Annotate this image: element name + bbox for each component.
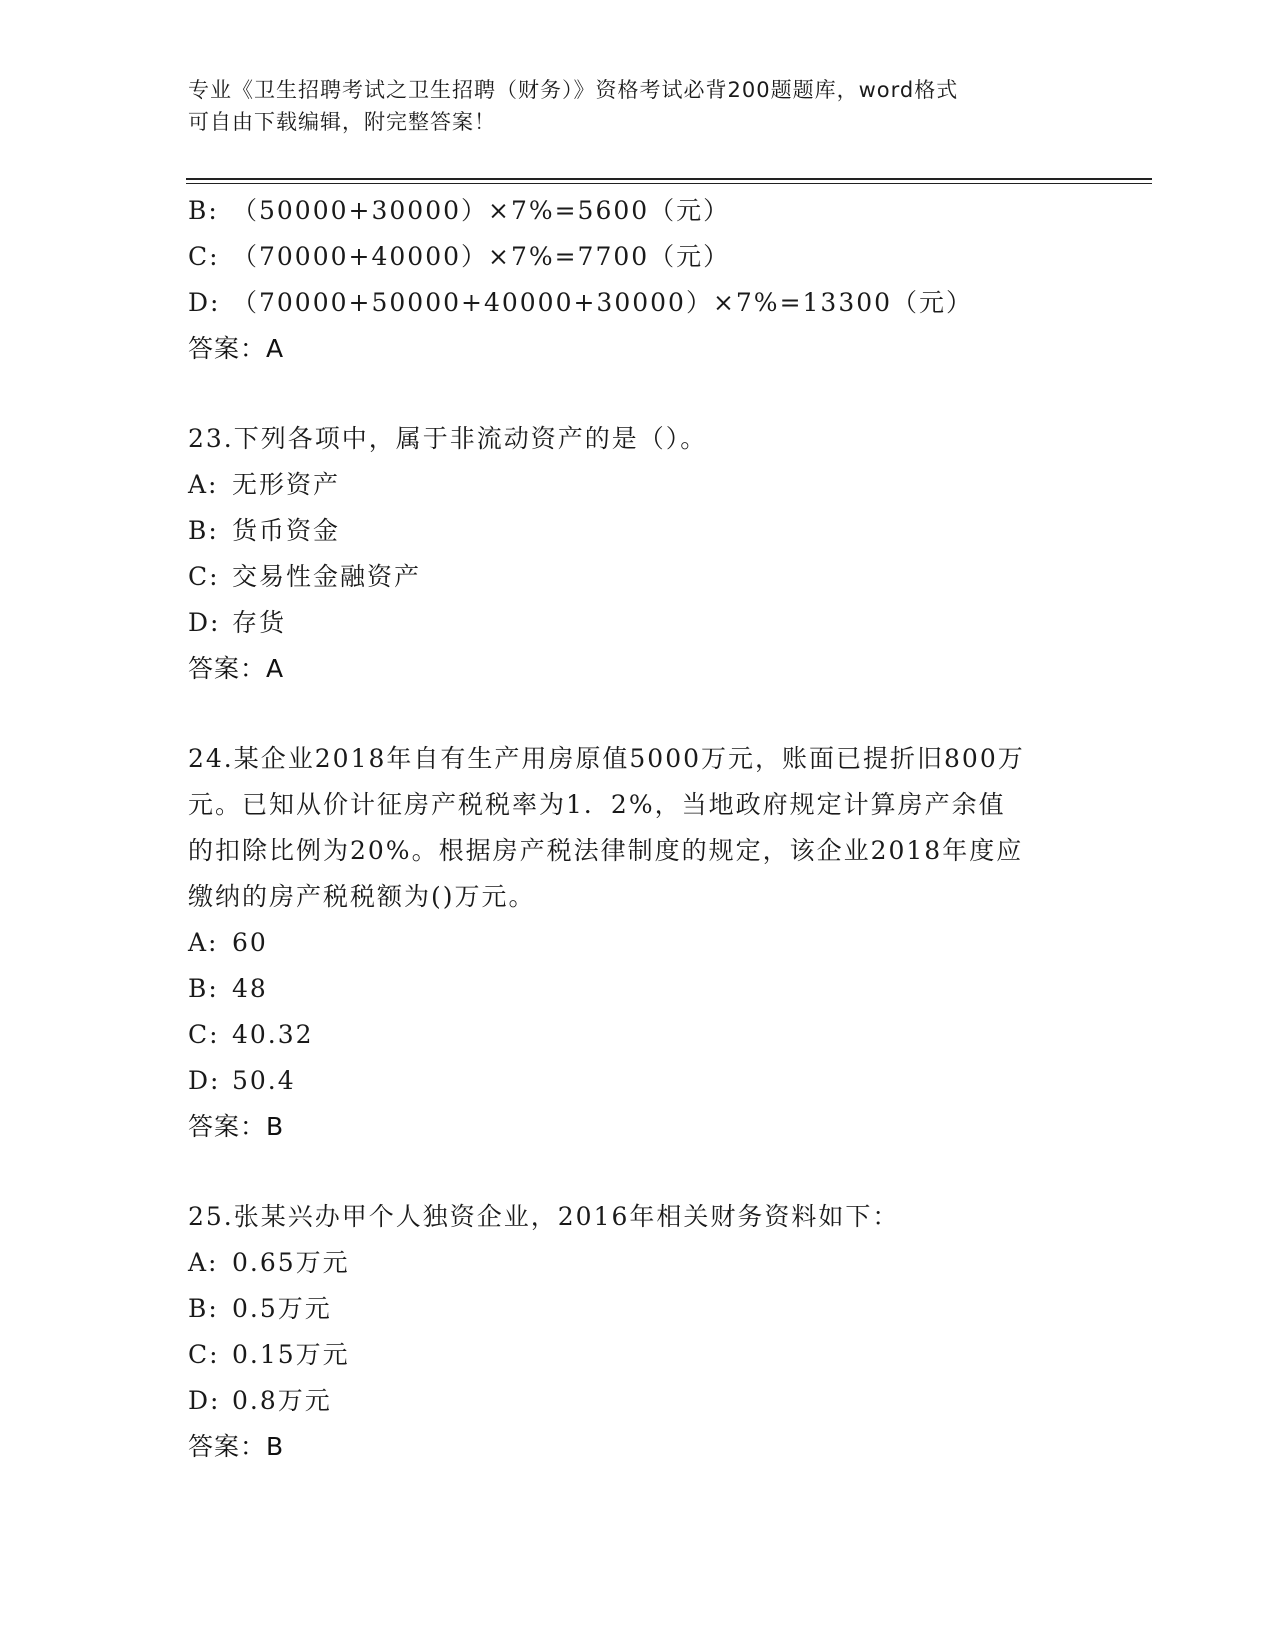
option-text: （50000+30000）×7%=5600（元） <box>232 196 731 225</box>
option-label: D: <box>188 1386 221 1415</box>
question-25 <box>188 1194 1088 1470</box>
option-label: C: <box>188 562 220 591</box>
option-label: B: <box>188 1294 219 1323</box>
option-b <box>188 188 1088 234</box>
question-stem-line: 缴纳的房产税税额为()万元。 <box>188 882 536 911</box>
option-text: 0.65万元 <box>232 1248 350 1277</box>
option-label: B: <box>188 516 219 545</box>
option-b <box>188 966 1088 1012</box>
answer-line: 答案：B <box>188 1112 285 1141</box>
option-c <box>188 554 1088 600</box>
option-label: A: <box>188 470 219 499</box>
option-text: 无形资产 <box>232 470 341 499</box>
option-text: 0.15万元 <box>232 1340 350 1369</box>
answer-line: 答案：B <box>188 1432 285 1461</box>
option-label: A: <box>188 1248 219 1277</box>
option-text: 货币资金 <box>232 516 341 545</box>
option-a <box>188 462 1088 508</box>
option-d <box>188 600 1088 646</box>
option-label: A: <box>188 928 219 957</box>
option-label: C: <box>188 1340 220 1369</box>
header-title-line-1: 专业《卫生招聘考试之卫生招聘（财务）》资格考试必背200题题库，word格式 <box>188 78 959 102</box>
option-text: （70000+50000+40000+30000）×7%=13300（元） <box>232 288 974 317</box>
header-title-line-2: 可自由下载编辑，附完整答案！ <box>188 110 496 134</box>
question-22-tail <box>188 188 1088 372</box>
option-b <box>188 508 1088 554</box>
question-stem-line: 元。已知从价计征房产税税率为1．2%，当地政府规定计算房产余值 <box>188 790 1006 819</box>
option-text: 40.32 <box>232 1020 314 1049</box>
answer-line: 答案：A <box>188 654 285 683</box>
option-text: 0.8万元 <box>232 1386 332 1415</box>
option-label: C: <box>188 1020 220 1049</box>
option-text: 0.5万元 <box>232 1294 332 1323</box>
option-c <box>188 1332 1088 1378</box>
document-header <box>188 74 1088 138</box>
option-text: 存货 <box>232 608 287 637</box>
header-divider-thick <box>186 178 1152 180</box>
option-label: B: <box>188 196 219 225</box>
header-divider-thin <box>186 183 1152 184</box>
spacer <box>188 372 1088 416</box>
option-text: 50.4 <box>232 1066 296 1095</box>
option-label: D: <box>188 288 221 317</box>
option-text: 交易性金融资产 <box>232 562 422 591</box>
option-text: 60 <box>232 928 268 957</box>
question-stem <box>188 416 1088 462</box>
option-text: （70000+40000）×7%=7700（元） <box>232 242 731 271</box>
answer-line: 答案：A <box>188 334 285 363</box>
option-b <box>188 1286 1088 1332</box>
option-a <box>188 1240 1088 1286</box>
question-23 <box>188 416 1088 692</box>
question-stem <box>188 736 1088 920</box>
question-stem-line: 的扣除比例为20%。根据房产税法律制度的规定，该企业2018年度应 <box>188 836 1024 865</box>
option-text: 48 <box>232 974 268 1003</box>
option-d <box>188 1378 1088 1424</box>
option-c <box>188 234 1088 280</box>
option-c <box>188 1012 1088 1058</box>
option-label: D: <box>188 1066 221 1095</box>
question-stem <box>188 1194 1088 1240</box>
option-a <box>188 920 1088 966</box>
question-24 <box>188 736 1088 1150</box>
question-stem-line: 24.某企业2018年自有生产用房原值5000万元，账面已提折旧800万 <box>188 744 1025 773</box>
question-stem-line: 23.下列各项中，属于非流动资产的是（）。 <box>188 424 708 453</box>
question-list <box>188 188 1088 1470</box>
option-label: D: <box>188 608 221 637</box>
option-label: C: <box>188 242 220 271</box>
option-d <box>188 1058 1088 1104</box>
spacer <box>188 692 1088 736</box>
spacer <box>188 1150 1088 1194</box>
option-d <box>188 280 1088 326</box>
question-stem-line: 25.张某兴办甲个人独资企业，2016年相关财务资料如下： <box>188 1202 900 1231</box>
option-label: B: <box>188 974 219 1003</box>
